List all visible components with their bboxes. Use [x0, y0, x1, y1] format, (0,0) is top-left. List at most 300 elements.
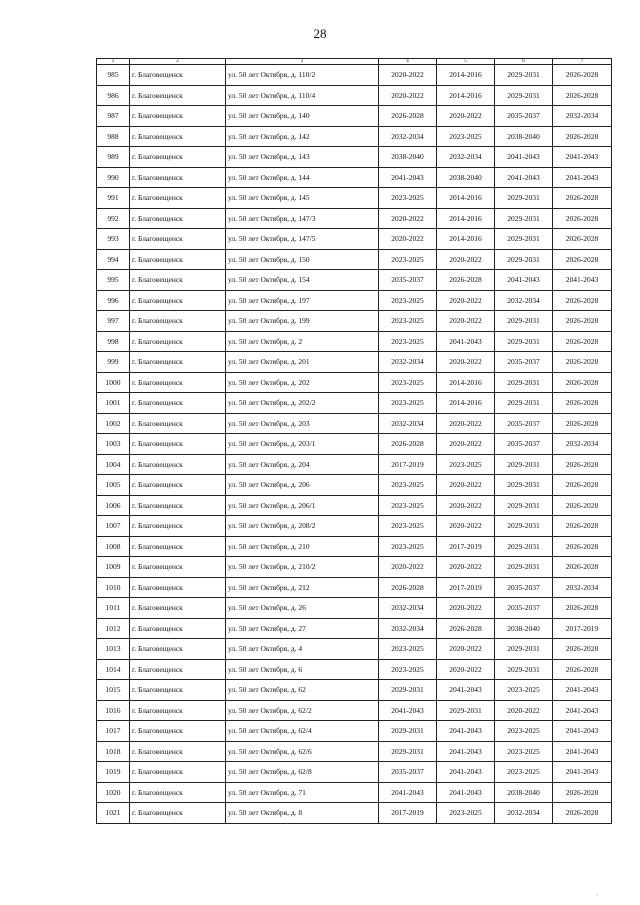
period-cell: 2020-2022: [437, 434, 495, 455]
period-cell: 2032-2034: [379, 598, 437, 619]
row-number-cell: 1017: [97, 721, 130, 742]
city-cell: г. Благовещенск: [130, 434, 226, 455]
address-cell: ул. 50 лет Октября, д. 201: [226, 352, 379, 373]
period-cell: 2014-2016: [437, 229, 495, 250]
period-cell: 2029-2031: [495, 249, 553, 270]
table-row: [97, 803, 612, 824]
row-number-cell: 1015: [97, 680, 130, 701]
period-cell: 2026-2028: [553, 65, 612, 86]
row-number-cell: 1018: [97, 741, 130, 762]
address-cell: ул. 50 лет Октября, д. 210/2: [226, 557, 379, 578]
address-cell: ул. 50 лет Октября, д. 71: [226, 782, 379, 803]
period-cell: 2029-2031: [495, 557, 553, 578]
address-cell: ул. 50 лет Октября, д. 27: [226, 618, 379, 639]
period-cell: 2026-2028: [553, 413, 612, 434]
period-cell: 2020-2022: [437, 557, 495, 578]
city-cell: г. Благовещенск: [130, 270, 226, 291]
period-cell: 2041-2043: [379, 167, 437, 188]
period-cell: 2023-2025: [379, 331, 437, 352]
period-cell: 2023-2025: [379, 290, 437, 311]
table-row: [97, 434, 612, 455]
address-cell: ул. 50 лет Октября, д. 26: [226, 598, 379, 619]
row-number-cell: 1007: [97, 516, 130, 537]
period-cell: 2029-2031: [495, 454, 553, 475]
period-cell: 2026-2028: [553, 475, 612, 496]
address-cell: ул. 50 лет Октября, д. 202/2: [226, 393, 379, 414]
row-number-cell: 996: [97, 290, 130, 311]
period-cell: 2026-2028: [553, 782, 612, 803]
period-cell: 2029-2031: [495, 311, 553, 332]
city-cell: г. Благовещенск: [130, 721, 226, 742]
city-cell: г. Благовещенск: [130, 639, 226, 660]
row-number-cell: 988: [97, 126, 130, 147]
period-cell: 2029-2031: [379, 741, 437, 762]
row-number-cell: 989: [97, 147, 130, 168]
period-cell: 2026-2028: [553, 290, 612, 311]
row-number-cell: 991: [97, 188, 130, 209]
period-cell: 2035-2037: [379, 270, 437, 291]
row-number-cell: 1021: [97, 803, 130, 824]
period-cell: 2014-2016: [437, 208, 495, 229]
period-cell: 2041-2043: [437, 721, 495, 742]
period-cell: 2023-2025: [379, 311, 437, 332]
period-cell: 2023-2025: [379, 516, 437, 537]
city-cell: г. Благовещенск: [130, 147, 226, 168]
row-number-cell: 985: [97, 65, 130, 86]
period-cell: 2023-2025: [379, 659, 437, 680]
period-cell: 2023-2025: [495, 762, 553, 783]
period-cell: 2035-2037: [495, 434, 553, 455]
row-number-cell: 1008: [97, 536, 130, 557]
period-cell: 2023-2025: [437, 126, 495, 147]
period-cell: 2026-2028: [553, 126, 612, 147]
table-row: [97, 413, 612, 434]
address-cell: ул. 50 лет Октября, д. 206: [226, 475, 379, 496]
period-cell: 2026-2028: [553, 188, 612, 209]
period-cell: 2020-2022: [379, 85, 437, 106]
address-cell: ул. 50 лет Октября, д. 62/2: [226, 700, 379, 721]
table-row: [97, 208, 612, 229]
period-cell: 2029-2031: [495, 393, 553, 414]
address-cell: ул. 50 лет Октября, д. 143: [226, 147, 379, 168]
column-header: 6: [495, 59, 553, 65]
city-cell: г. Благовещенск: [130, 65, 226, 86]
table-row: [97, 393, 612, 414]
period-cell: 2029-2031: [495, 659, 553, 680]
period-cell: 2020-2022: [437, 639, 495, 660]
column-header: 2: [130, 59, 226, 65]
period-cell: 2029-2031: [495, 475, 553, 496]
period-cell: 2020-2022: [379, 229, 437, 250]
city-cell: г. Благовещенск: [130, 167, 226, 188]
period-cell: 2026-2028: [379, 434, 437, 455]
address-cell: ул. 50 лет Октября, д. 4: [226, 639, 379, 660]
row-number-cell: 1002: [97, 413, 130, 434]
row-number-cell: 1016: [97, 700, 130, 721]
row-number-cell: 1009: [97, 557, 130, 578]
period-cell: 2032-2034: [495, 803, 553, 824]
period-cell: 2029-2031: [495, 495, 553, 516]
address-cell: ул. 50 лет Октября, д. 147/3: [226, 208, 379, 229]
city-cell: г. Благовещенск: [130, 741, 226, 762]
city-cell: г. Благовещенск: [130, 475, 226, 496]
period-cell: 2020-2022: [437, 413, 495, 434]
address-cell: ул. 50 лет Октября, д. 142: [226, 126, 379, 147]
city-cell: г. Благовещенск: [130, 762, 226, 783]
period-cell: 2026-2028: [437, 618, 495, 639]
address-cell: ул. 50 лет Октября, д. 62: [226, 680, 379, 701]
address-cell: ул. 50 лет Октября, д. 203/1: [226, 434, 379, 455]
row-number-cell: 993: [97, 229, 130, 250]
table-row: [97, 495, 612, 516]
city-cell: г. Благовещенск: [130, 557, 226, 578]
period-cell: 2026-2028: [553, 803, 612, 824]
city-cell: г. Благовещенск: [130, 659, 226, 680]
table-row: [97, 700, 612, 721]
row-number-cell: 1004: [97, 454, 130, 475]
table-row: [97, 147, 612, 168]
period-cell: 2038-2040: [495, 618, 553, 639]
address-cell: ул. 50 лет Октября, д. 147/5: [226, 229, 379, 250]
period-cell: 2041-2043: [495, 270, 553, 291]
period-cell: 2029-2031: [495, 229, 553, 250]
table-row: [97, 85, 612, 106]
period-cell: 2041-2043: [379, 782, 437, 803]
city-cell: г. Благовещенск: [130, 372, 226, 393]
table-row: [97, 516, 612, 537]
address-cell: ул. 50 лет Октября, д. 199: [226, 311, 379, 332]
period-cell: 2032-2034: [553, 434, 612, 455]
address-cell: ул. 50 лет Октября, д. 197: [226, 290, 379, 311]
city-cell: г. Благовещенск: [130, 598, 226, 619]
period-cell: 2026-2028: [437, 270, 495, 291]
city-cell: г. Благовещенск: [130, 618, 226, 639]
period-cell: 2026-2028: [553, 639, 612, 660]
period-cell: 2029-2031: [495, 65, 553, 86]
row-number-cell: 987: [97, 106, 130, 127]
city-cell: г. Благовещенск: [130, 352, 226, 373]
scan-mark: ·: [596, 893, 598, 899]
period-cell: 2035-2037: [495, 577, 553, 598]
period-cell: 2014-2016: [437, 65, 495, 86]
table-row: [97, 106, 612, 127]
row-number-cell: 1012: [97, 618, 130, 639]
row-number-cell: 1003: [97, 434, 130, 455]
period-cell: 2023-2025: [379, 372, 437, 393]
city-cell: г. Благовещенск: [130, 577, 226, 598]
address-cell: ул. 50 лет Октября, д. 208/2: [226, 516, 379, 537]
period-cell: 2023-2025: [495, 721, 553, 742]
row-number-cell: 1001: [97, 393, 130, 414]
period-cell: 2023-2025: [379, 639, 437, 660]
period-cell: 2020-2022: [437, 475, 495, 496]
address-cell: ул. 50 лет Октября, д. 150: [226, 249, 379, 270]
period-cell: 2038-2040: [379, 147, 437, 168]
city-cell: г. Благовещенск: [130, 208, 226, 229]
period-cell: 2041-2043: [553, 270, 612, 291]
period-cell: 2041-2043: [553, 700, 612, 721]
row-number-cell: 986: [97, 85, 130, 106]
period-cell: 2041-2043: [553, 167, 612, 188]
city-cell: г. Благовещенск: [130, 680, 226, 701]
period-cell: 2041-2043: [437, 331, 495, 352]
period-cell: 2023-2025: [437, 454, 495, 475]
table-row: [97, 598, 612, 619]
period-cell: 2026-2028: [553, 85, 612, 106]
row-number-cell: 998: [97, 331, 130, 352]
table-row: [97, 311, 612, 332]
period-cell: 2014-2016: [437, 393, 495, 414]
period-cell: 2017-2019: [437, 536, 495, 557]
table-body: [97, 65, 612, 824]
address-cell: ул. 50 лет Октября, д. 2: [226, 331, 379, 352]
period-cell: 2026-2028: [553, 249, 612, 270]
period-cell: 2041-2043: [495, 147, 553, 168]
period-cell: 2023-2025: [379, 536, 437, 557]
row-number-cell: 997: [97, 311, 130, 332]
period-cell: 2020-2022: [379, 208, 437, 229]
period-cell: 2029-2031: [495, 188, 553, 209]
period-cell: 2020-2022: [437, 598, 495, 619]
period-cell: 2026-2028: [379, 106, 437, 127]
row-number-cell: 1005: [97, 475, 130, 496]
table-row: [97, 290, 612, 311]
period-cell: 2020-2022: [437, 516, 495, 537]
period-cell: 2041-2043: [437, 680, 495, 701]
table-row: [97, 249, 612, 270]
column-header: 1: [97, 59, 130, 65]
period-cell: 2020-2022: [437, 352, 495, 373]
period-cell: 2035-2037: [495, 106, 553, 127]
address-cell: ул. 50 лет Октября, д. 8: [226, 803, 379, 824]
period-cell: 2020-2022: [379, 65, 437, 86]
period-cell: 2017-2019: [379, 803, 437, 824]
period-cell: 2032-2034: [379, 618, 437, 639]
address-cell: ул. 50 лет Октября, д. 210: [226, 536, 379, 557]
table-row: [97, 126, 612, 147]
period-cell: 2041-2043: [495, 167, 553, 188]
period-cell: 2041-2043: [553, 147, 612, 168]
city-cell: г. Благовещенск: [130, 106, 226, 127]
row-number-cell: 1013: [97, 639, 130, 660]
period-cell: 2029-2031: [495, 516, 553, 537]
column-header: 7: [553, 59, 612, 65]
city-cell: г. Благовещенск: [130, 249, 226, 270]
period-cell: 2020-2022: [379, 557, 437, 578]
address-cell: ул. 50 лет Октября, д. 110/4: [226, 85, 379, 106]
period-cell: 2026-2028: [553, 208, 612, 229]
table-row: [97, 618, 612, 639]
period-cell: 2029-2031: [495, 85, 553, 106]
period-cell: 2026-2028: [553, 229, 612, 250]
period-cell: 2017-2019: [553, 618, 612, 639]
city-cell: г. Благовещенск: [130, 495, 226, 516]
period-cell: 2014-2016: [437, 85, 495, 106]
row-number-cell: 999: [97, 352, 130, 373]
city-cell: г. Благовещенск: [130, 126, 226, 147]
period-cell: 2026-2028: [553, 557, 612, 578]
period-cell: 2029-2031: [379, 721, 437, 742]
row-number-cell: 992: [97, 208, 130, 229]
table-row: [97, 659, 612, 680]
period-cell: 2026-2028: [553, 331, 612, 352]
period-cell: 2023-2025: [379, 475, 437, 496]
period-cell: 2026-2028: [553, 495, 612, 516]
address-cell: ул. 50 лет Октября, д. 212: [226, 577, 379, 598]
period-cell: 2020-2022: [437, 290, 495, 311]
table-row: [97, 372, 612, 393]
column-header: 3: [226, 59, 379, 65]
address-cell: ул. 50 лет Октября, д. 62/8: [226, 762, 379, 783]
period-cell: 2020-2022: [437, 495, 495, 516]
period-cell: 2029-2031: [495, 372, 553, 393]
city-cell: г. Благовещенск: [130, 311, 226, 332]
city-cell: г. Благовещенск: [130, 454, 226, 475]
period-cell: 2032-2034: [379, 352, 437, 373]
period-cell: 2023-2025: [379, 249, 437, 270]
table-row: [97, 557, 612, 578]
period-cell: 2023-2025: [437, 803, 495, 824]
period-cell: 2020-2022: [437, 249, 495, 270]
period-cell: 2023-2025: [379, 495, 437, 516]
table-row: [97, 721, 612, 742]
period-cell: 2032-2034: [553, 577, 612, 598]
address-cell: ул. 50 лет Октября, д. 206/1: [226, 495, 379, 516]
period-cell: 2020-2022: [437, 311, 495, 332]
city-cell: г. Благовещенск: [130, 413, 226, 434]
period-cell: 2029-2031: [495, 536, 553, 557]
city-cell: г. Благовещенск: [130, 516, 226, 537]
period-cell: 2038-2040: [495, 782, 553, 803]
address-cell: ул. 50 лет Октября, д. 144: [226, 167, 379, 188]
table-row: [97, 352, 612, 373]
period-cell: 2041-2043: [553, 680, 612, 701]
period-cell: 2026-2028: [553, 659, 612, 680]
period-cell: 2035-2037: [495, 413, 553, 434]
period-cell: 2035-2037: [495, 598, 553, 619]
city-cell: г. Благовещенск: [130, 229, 226, 250]
period-cell: 2023-2025: [379, 188, 437, 209]
period-cell: 2026-2028: [553, 372, 612, 393]
housing-register-table: [96, 58, 612, 824]
address-cell: ул. 50 лет Октября, д. 6: [226, 659, 379, 680]
column-header: 4: [379, 59, 437, 65]
city-cell: г. Благовещенск: [130, 782, 226, 803]
row-number-cell: 1020: [97, 782, 130, 803]
address-cell: ул. 50 лет Октября, д. 202: [226, 372, 379, 393]
table-row: [97, 639, 612, 660]
period-cell: 2029-2031: [495, 639, 553, 660]
city-cell: г. Благовещенск: [130, 700, 226, 721]
row-number-cell: 1006: [97, 495, 130, 516]
period-cell: 2029-2031: [495, 331, 553, 352]
city-cell: г. Благовещенск: [130, 188, 226, 209]
table-row: [97, 188, 612, 209]
period-cell: 2023-2025: [379, 393, 437, 414]
period-cell: 2026-2028: [553, 536, 612, 557]
table-row: [97, 782, 612, 803]
city-cell: г. Благовещенск: [130, 290, 226, 311]
period-cell: 2035-2037: [379, 762, 437, 783]
address-cell: ул. 50 лет Октября, д. 203: [226, 413, 379, 434]
period-cell: 2041-2043: [379, 700, 437, 721]
period-cell: 2020-2022: [437, 106, 495, 127]
table-row: [97, 65, 612, 86]
city-cell: г. Благовещенск: [130, 803, 226, 824]
address-cell: ул. 50 лет Октября, д. 154: [226, 270, 379, 291]
table-row: [97, 331, 612, 352]
table-row: [97, 741, 612, 762]
period-cell: 2026-2028: [553, 454, 612, 475]
table-row: [97, 167, 612, 188]
column-header: 5: [437, 59, 495, 65]
table-row: [97, 454, 612, 475]
period-cell: 2023-2025: [495, 741, 553, 762]
period-cell: 2029-2031: [379, 680, 437, 701]
table-row: [97, 270, 612, 291]
period-cell: 2014-2016: [437, 188, 495, 209]
row-number-cell: 1010: [97, 577, 130, 598]
period-cell: 2032-2034: [437, 147, 495, 168]
period-cell: 2020-2022: [437, 659, 495, 680]
page-number: 28: [313, 26, 327, 41]
city-cell: г. Благовещенск: [130, 536, 226, 557]
period-cell: 2026-2028: [553, 393, 612, 414]
period-cell: 2032-2034: [379, 413, 437, 434]
row-number-cell: 990: [97, 167, 130, 188]
period-cell: 2026-2028: [553, 352, 612, 373]
period-cell: 2026-2028: [553, 598, 612, 619]
address-cell: ул. 50 лет Октября, д. 204: [226, 454, 379, 475]
period-cell: 2032-2034: [379, 126, 437, 147]
address-cell: ул. 50 лет Октября, д. 62/4: [226, 721, 379, 742]
period-cell: 2029-2031: [437, 700, 495, 721]
period-cell: 2020-2022: [495, 700, 553, 721]
city-cell: г. Благовещенск: [130, 85, 226, 106]
period-cell: 2041-2043: [437, 762, 495, 783]
row-number-cell: 1011: [97, 598, 130, 619]
city-cell: г. Благовещенск: [130, 393, 226, 414]
table-row: [97, 229, 612, 250]
period-cell: 2026-2028: [553, 311, 612, 332]
address-cell: ул. 50 лет Октября, д. 110/2: [226, 65, 379, 86]
period-cell: 2029-2031: [495, 208, 553, 229]
table-row: [97, 475, 612, 496]
period-cell: 2026-2028: [553, 516, 612, 537]
period-cell: 2041-2043: [553, 762, 612, 783]
period-cell: 2017-2019: [379, 454, 437, 475]
row-number-cell: 1019: [97, 762, 130, 783]
table-row: [97, 680, 612, 701]
address-cell: ул. 50 лет Октября, д. 140: [226, 106, 379, 127]
city-cell: г. Благовещенск: [130, 331, 226, 352]
period-cell: 2026-2028: [379, 577, 437, 598]
period-cell: 2041-2043: [553, 721, 612, 742]
table-row: [97, 762, 612, 783]
table-row: [97, 536, 612, 557]
period-cell: 2038-2040: [437, 167, 495, 188]
address-cell: ул. 50 лет Октября, д. 145: [226, 188, 379, 209]
period-cell: 2017-2019: [437, 577, 495, 598]
address-cell: ул. 50 лет Октября, д. 62/6: [226, 741, 379, 762]
period-cell: 2035-2037: [495, 352, 553, 373]
period-cell: 2038-2040: [495, 126, 553, 147]
row-number-cell: 994: [97, 249, 130, 270]
row-number-cell: 995: [97, 270, 130, 291]
row-number-cell: 1000: [97, 372, 130, 393]
period-cell: 2014-2016: [437, 372, 495, 393]
period-cell: 2041-2043: [437, 782, 495, 803]
